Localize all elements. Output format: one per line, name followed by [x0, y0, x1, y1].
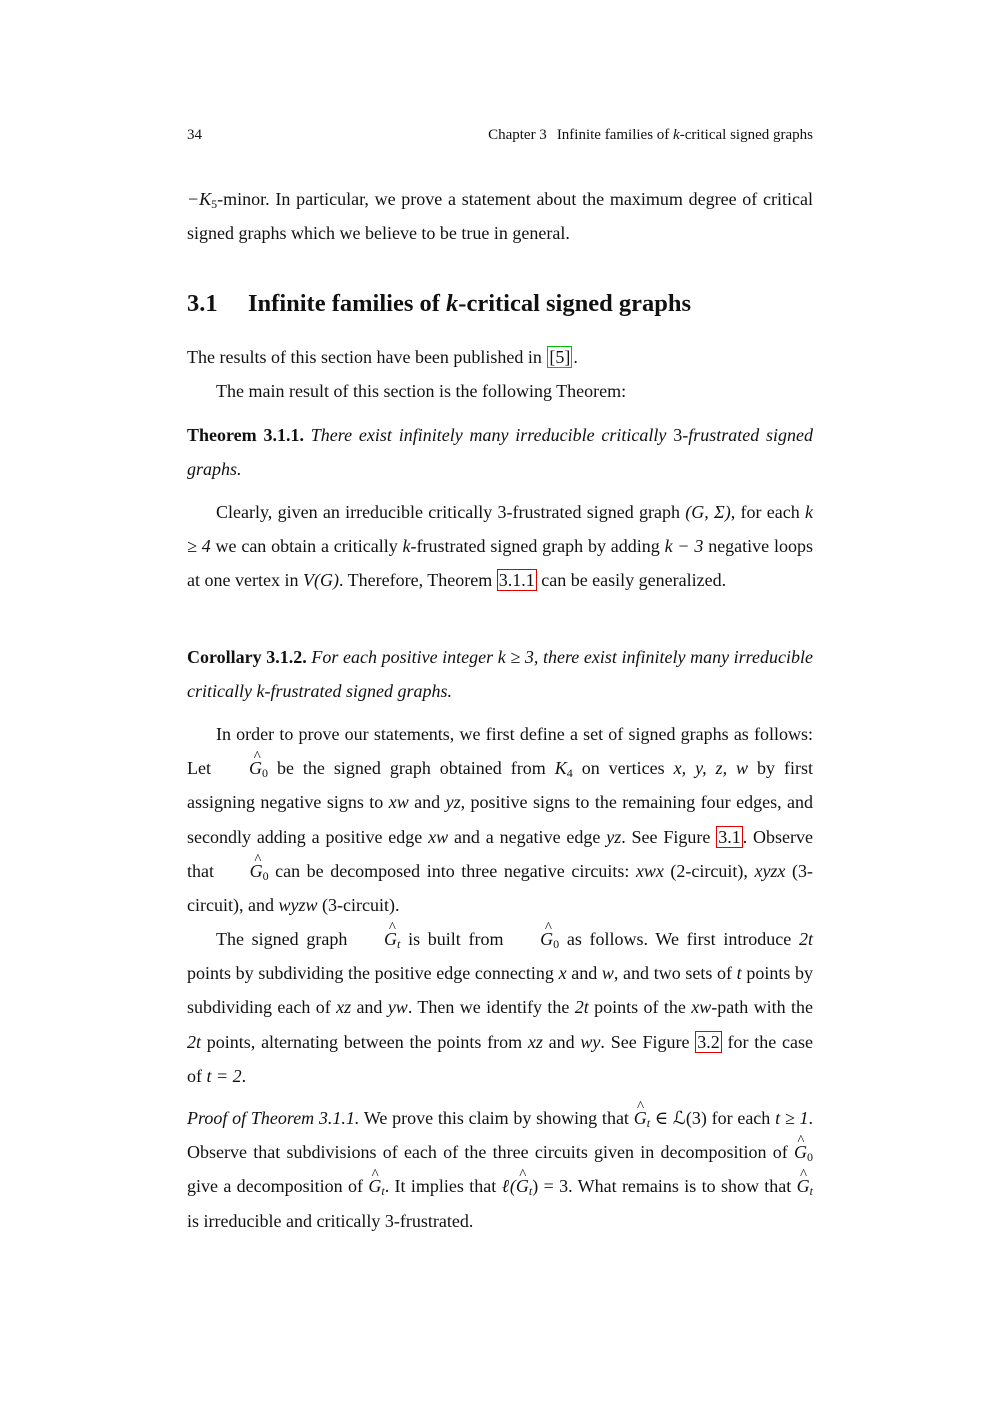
theorem-ref-link[interactable]: 3.1.1 [498, 570, 535, 591]
construction-paragraph: The signed graph ^ $G_t$ is built from ^ $G_0$ as follows. We first introduce 2t points by subdividing the positive edge connecting x and w, and two sets of t points by subdividing each of xz and yw. Then we identify the 2t points of the xw-path with the 2t points, alternating between the points from xz and wy. See Figure 3.2 for the case of t = 2. [187, 922, 813, 1093]
figure-3-2-link[interactable]: 3.2 [697, 1031, 720, 1052]
intro-paragraph: $-K_5$-minor. In particular, we prove a statement about the maximum degree of critical signed graphs which we believe to be true in general. [187, 189, 813, 244]
definition-paragraph: In order to prove our statements, we first define a set of signed graphs as follows: Let ^ $G_0$ be the signed graph obtained from $K_4$ on vertices x, y, z, w by first assigning negative signs to xw and yz, positive signs to the remaining four edges, and secondly adding a positive edge xw and a negative edge yz. See Figure 3.1 . Observe that ^ $G_0$ can be decomposed into three negative circuits: xwx (2-circuit), xyzx (3-circuit), and wyzw (3-circuit). [187, 717, 813, 922]
proof-label: Proof of Theorem 3.1.1. [187, 1108, 360, 1128]
corollary-label: Corollary 3.1.2. [187, 647, 307, 667]
document-page [187, 0, 813, 1414]
citation-link[interactable]: [5] [549, 347, 571, 367]
theorem-label: Theorem 3.1.1. [187, 425, 304, 445]
published-paragraph: The results of this section have been published in [5] . [187, 347, 578, 367]
figure-3-1-link[interactable]: 3.1 [718, 826, 741, 847]
clearly-paragraph: Clearly, given an irreducible critically 3-frustrated signed graph (G, Σ), for each k ≥ 4 we can obtain a critically k-frustrated signed graph by adding k − 3 negative loops at one vertex in V(G). Therefore, Theorem 3.1.1 can be easily generalized. [187, 502, 813, 591]
chapter-title: Chapter 3 Infinite families of k-critical signed graphs [488, 127, 813, 143]
corollary-3-1-2: Corollary 3.1.2. For each positive integer k ≥ 3, there exist infinitely many irreducible critically k-frustrated signed graphs. [187, 647, 813, 702]
page-number: 34 [187, 127, 202, 143]
chapter-label: Chapter 3 [488, 127, 547, 143]
main-result-paragraph: The main result of this section is the following Theorem: [216, 381, 627, 401]
theorem-3-1-1: Theorem 3.1.1. There exist infinitely many irreducible critically 3-frustrated signed graphs. [187, 425, 814, 480]
proof-paragraph: Proof of Theorem 3.1.1. We prove this claim by showing that ^ $G_t$ ∈ ℒ(3) for each t ≥ 1. Observe that subdivisions of each of the three circuits given in decomposition of ^ $G_0$ give a decomposition of ^ $G_t$. It implies that ℓ(^ $G_t) = 3$. What remains is to show that ^ $G_t$ is irreducible and critically 3-frustrated. [187, 1101, 813, 1238]
section-number: 3.1 [187, 290, 218, 317]
section-heading: 3.1 Infinite families of k-critical signed graphs [187, 287, 813, 321]
